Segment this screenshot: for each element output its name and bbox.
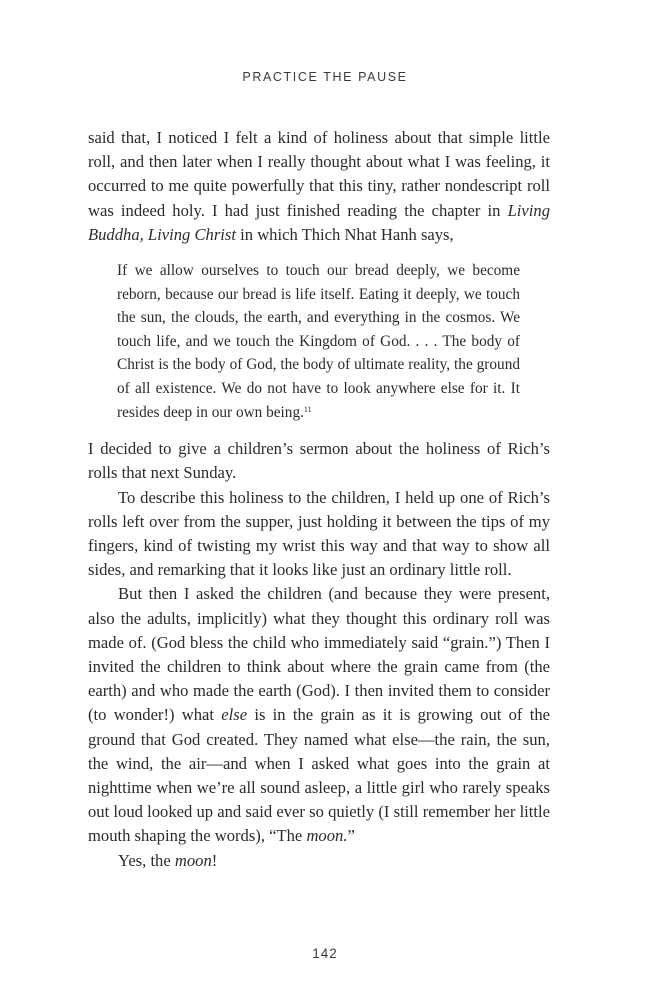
- emphasis-moon: moon.: [306, 826, 348, 846]
- paragraph-2: I decided to give a children’s sermon about the holiness of Rich’s rolls that next Sunday.: [88, 439, 550, 483]
- page-number: 142: [312, 946, 338, 961]
- body-text: [88, 126, 550, 873]
- footnote-reference: 11: [303, 404, 312, 414]
- paragraph-5-text: Yes, the: [118, 850, 175, 870]
- paragraph-5-text-end: !: [211, 850, 218, 870]
- paragraph-1: [88, 126, 550, 247]
- paragraph-4-text: But then I asked the children (and because they were present, also the adults, implicitly) what they thought this ordinary roll was made of. (God bless the child who immediately said “grain.”) Then I invited the children to think about where the grain came from (the earth) and who made the earth (God). I then invited them to consider (to wonder!) what: [88, 584, 550, 725]
- block-quote: [117, 259, 520, 424]
- emphasis-else: else: [221, 705, 248, 725]
- book-title: Living Buddha, Living Christ: [88, 200, 550, 244]
- paragraph-4: [88, 582, 550, 848]
- paragraph-4-text-end: ”: [347, 826, 355, 846]
- paragraph-1-text: said that, I noticed I felt a kind of holiness about that simple little roll, and then later when I really thought about what I was feeling, it occurred to me quite powerfully that this tiny, rather nondescript roll was indeed holy. I had just finished reading the chapter in: [88, 128, 550, 220]
- paragraph-4-text-middle: is in the grain as it is growing out of the ground that God created. They named what else—the rain, the sun, the wind, the air—and when I asked what goes into the grain at nighttime when we’re all sound asleep, a little girl who rarely speaks out loud looked up and said ever so quietly (I still remember her little mouth shaping the words), “The: [88, 705, 550, 846]
- paragraph-3: To describe this holiness to the children, I held up one of Rich’s rolls left over from the supper, just holding it between the tips of my fingers, kind of twisting my wrist this way and that way to show all sides, and remarking that it looks like just an ordinary little roll.: [88, 487, 550, 580]
- emphasis-moon-final: moon: [174, 850, 212, 870]
- paragraph-1-text-end: in which Thich Nhat Hanh says,: [235, 224, 454, 244]
- paragraph-5: [88, 849, 550, 873]
- block-quote-text: If we allow ourselves to touch our bread deeply, we become reborn, because our bread is life itself. Eating it deeply, we touch the sun, the clouds, the earth, and everything in the cosmos. We touch life, and we touch the Kingdom of God. . . . The body of Christ is the body of God, the body of ultimate reality, the ground of all existence. We do not have to look anywhere else for it. It resides deep in our own being.: [117, 262, 520, 421]
- running-head: PRACTICE THE PAUSE: [242, 70, 408, 84]
